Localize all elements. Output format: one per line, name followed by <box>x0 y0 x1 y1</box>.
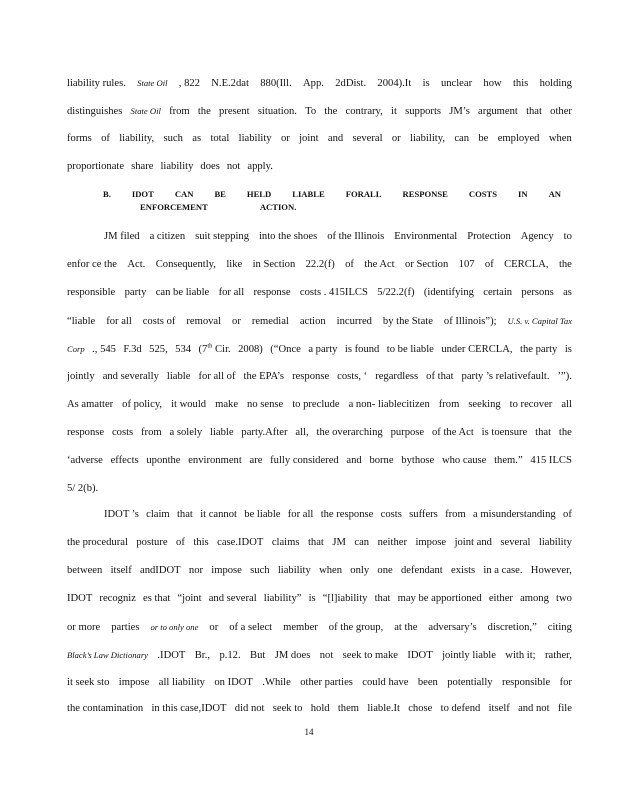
p3-line-1: IDOT ’s claim that it cannot be liable for all the response costs suffers from a misunderstanding of <box>104 509 572 520</box>
p2-line-2: enfor ce the Act. Consequently, like in Section 22.2(f) of the Act or Section 107 of CERCLA, the <box>67 259 572 270</box>
p1-line-1: liability rules. State Oil , 822 N.E.2dat 880(Ill. App. 2dDist. 2004).It is unclear how this holding <box>67 78 572 89</box>
p1-line-2: distinguishes State Oil from the present situation. To the contrary, it supports JM’s argument that other <box>67 106 572 117</box>
p3-line-2: the procedural posture of this case.IDOT claims that JM can neither impose joint and several liability <box>67 537 572 548</box>
p1-line-3: forms of liability, such as total liability or joint and several or liability, can be employed when <box>67 133 572 144</box>
p2-line-8: response costs from a solely liable party.After all, the overarching purpose of the Act is toensure that the <box>67 427 572 438</box>
heading-row-1: B. IDOT CAN BE HELD LIABLE FORALL RESPONSE COSTS IN AN <box>103 189 561 199</box>
p3-line-5: or more parties or to only one or of a select member of the group, at the adversary’s discretion,” citing <box>67 622 572 633</box>
heading-label: B. <box>103 189 111 199</box>
case-name-italic: U.S. v. Capital Tax <box>507 316 572 326</box>
p3-line-6: Black’s Law Dictionary .IDOT Br., p.12. But JM does not seek to make IDOT jointly liable with it; rather, <box>67 650 572 661</box>
section-heading <box>103 188 561 214</box>
p2-line-10: 5/ 2(b). <box>67 483 99 494</box>
p2-line-1: JM filed a citizen suit stepping into the shoes of the Illinois Environmental Protection Agency to <box>104 231 572 242</box>
citation-italic: Black’s Law Dictionary <box>67 650 148 660</box>
p2-line-4: “liable for all costs of removal or remedial action incurred by the State of Illinois”); U.S. v. Capital Tax <box>67 316 572 327</box>
p2-line-3: responsible party can be liable for all response costs . 415ILCS 5/22.2(f) (identifying certain persons as <box>67 287 572 298</box>
case-name-italic: Corp <box>67 344 85 354</box>
p3-line-3: between itself andIDOT nor impose such liability when only one defendant exists in a case. However, <box>67 565 572 576</box>
case-name-italic: State Oil <box>137 78 168 88</box>
page-number: 14 <box>304 727 314 737</box>
heading-row-2: ENFORCEMENT ACTION. <box>140 202 297 212</box>
p3-line-4: IDOT recogniz es that “joint and several liability” is “[l]iability that may be apportioned either among two <box>67 593 572 604</box>
emphasis-italic: or to only one <box>150 622 199 632</box>
p1-line-4: proportionate share liability does not apply. <box>67 161 273 172</box>
case-name-italic: State Oil <box>130 106 161 116</box>
p2-line-9: ‘adverse effects uponthe environment are fully considered and borne bythose who cause them.” 415 ILCS <box>67 455 572 466</box>
p2-line-6: jointly and severally liable for all of the EPA’s response costs, ‘ regardless of that party ’s relativefault. ’”). <box>67 371 572 382</box>
p3-line-7: it seek sto impose all liability on IDOT .While other parties could have been potentially responsible for <box>67 677 572 688</box>
p3-line-8: the contamination in this case,IDOT did not seek to hold them liable.It chose to defend itself and not file <box>67 703 572 714</box>
p2-line-5: Corp ., 545 F.3d 525, 534 (7th Cir. 2008) (“Once a party is found to be liable under CERCLA, the party is <box>67 342 572 355</box>
p2-line-7: As amatter of policy, it would make no sense to preclude a non- liablecitizen from seeking to recover all <box>67 399 572 410</box>
